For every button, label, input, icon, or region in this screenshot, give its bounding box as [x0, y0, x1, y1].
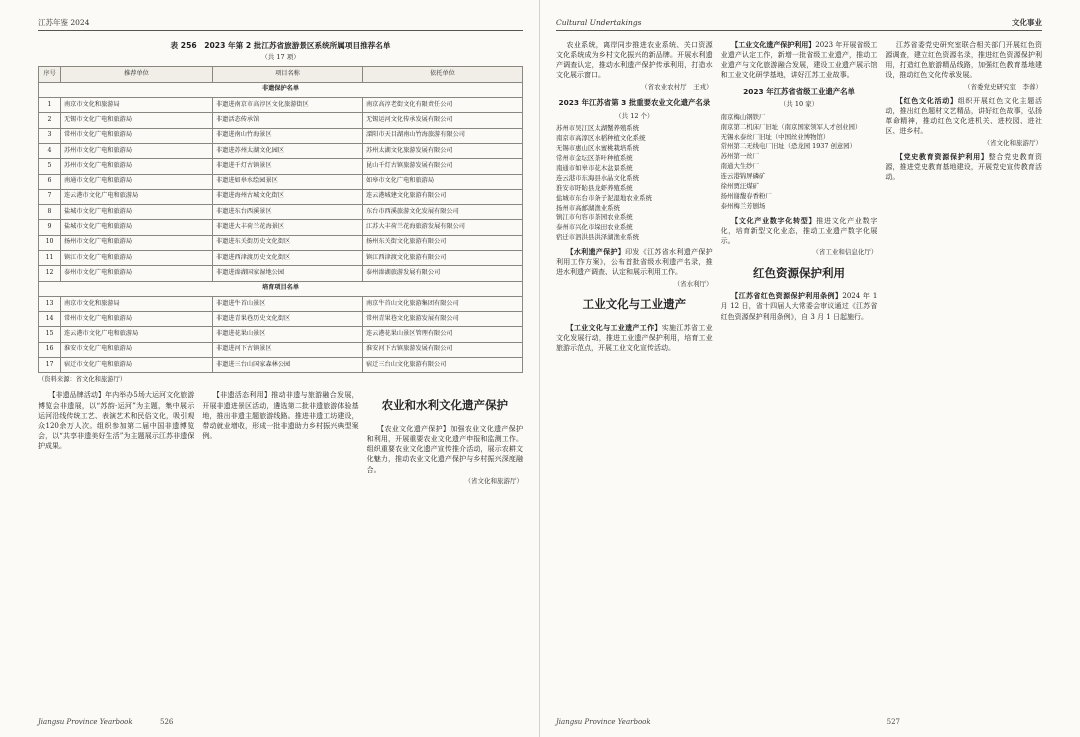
row-project: 非遗活态传承馆 — [213, 113, 363, 128]
list-subtitle: （共 10 家） — [779, 100, 819, 109]
table-row — [39, 327, 523, 342]
source-credit: （省文化和旅游厅） — [464, 476, 523, 485]
table-subtitle: （共 17 项） — [261, 53, 300, 61]
row-number: 5 — [39, 159, 61, 174]
row-unit: 南通市文化广电和旅游局 — [61, 174, 213, 189]
left-col-3 — [367, 390, 523, 490]
list-item: 无锡永泰丝厂旧址（中国丝业博物馆） — [720, 132, 830, 141]
list-item: 南通市如皋市花木盆景系统 — [556, 163, 633, 172]
source-credit: （省农业农村厅 王戎） — [641, 82, 713, 91]
row-project: 非遗进西津渡历史文化街区 — [213, 250, 363, 265]
list-item: 镇江市句容市茶园农业系统 — [556, 213, 633, 222]
row-owner: 无锡运河文化传承发展有限公司 — [363, 113, 523, 128]
list-title: 2023 年江苏省省级工业遗产名单 — [743, 86, 855, 96]
table-note: （资料来源：省文化和旅游厅） — [38, 376, 127, 384]
table-body — [39, 82, 523, 373]
source-credit: （省工业和信息化厅） — [812, 248, 878, 257]
row-number: 12 — [39, 266, 61, 281]
row-number: 1 — [39, 98, 61, 113]
row-owner: 泰州溱湖旅游发展有限公司 — [363, 266, 523, 281]
row-owner: 常州青果巷文化旅游发展有限公司 — [363, 312, 523, 327]
list-item: 常州市金坛区茶叶种植系统 — [556, 153, 633, 162]
paragraph — [885, 96, 1042, 137]
row-unit: 南京市文化和旅游局 — [61, 98, 213, 113]
row-unit: 连云港市文化广电和旅游局 — [61, 189, 213, 204]
industrial-heritage-list — [721, 113, 878, 212]
paragraph: 【农业文化遗产保护】加强农业文化遗产保护和利用，开展重要农业文化遗产申报和监测工作。组织重要农业文化遗产宣传推介活动，展示农耕文化魅力，推动农业文化遗产保护与乡村振兴深度融合。 — [366, 425, 523, 474]
table-row — [39, 174, 523, 189]
row-unit: 常州市文化广电和旅游局 — [61, 312, 213, 327]
row-project: 非遗进花果山景区 — [213, 327, 363, 342]
list-subtitle: （共 12 个） — [615, 111, 654, 120]
list-item: 扬州谢馥春香粉厂 — [720, 192, 772, 201]
list-item: 宿迁市泗洪县洪泽湖渔业系统 — [556, 233, 640, 242]
right-text-columns — [556, 40, 1042, 355]
row-number: 8 — [39, 205, 61, 220]
table-row — [39, 312, 523, 327]
right-col-2 — [721, 40, 878, 355]
row-unit: 连云港市文化广电和旅游局 — [61, 327, 213, 342]
row-project: 非遗进南山竹海景区 — [213, 128, 363, 143]
keyword: 【工业文化遗产保护利用】 — [731, 41, 816, 49]
row-number: 13 — [39, 296, 61, 311]
table-row — [39, 98, 523, 113]
row-unit: 盐城市文化广电和旅游局 — [61, 220, 213, 235]
left-col-2 — [202, 390, 358, 490]
paragraph-text: 2024 年 1 月 12 日，省十四届人大常委会审议通过《江苏省红色资源保护利用条例》，自 3 月 1 日起施行。 — [720, 292, 878, 321]
table-row — [39, 250, 523, 265]
keyword: 【江苏省红色资源保护利用条例】 — [731, 292, 843, 301]
row-unit: 无锡市文化广电和旅游局 — [61, 113, 213, 128]
row-project: 非遗进苏州太湖文化园区 — [213, 143, 363, 158]
project-table — [38, 66, 523, 373]
header-no: 序号 — [39, 67, 61, 82]
paragraph-text: 组织开展红色文化主题活动，推出红色题材文艺精品，讲好红色故事，弘扬革命精神，推动红色文化进机关、进校园、进社区、进乡村。 — [885, 96, 1043, 136]
row-project: 非遗进海州古城文化街区 — [213, 189, 363, 204]
page-number: 527 — [886, 717, 900, 726]
row-project: 非遗进东台西溪景区 — [213, 205, 363, 220]
running-head-rule — [38, 30, 523, 31]
list-item: 徐州贾汪煤矿 — [720, 182, 760, 191]
list-item: 常州第二无线电厂旧址（恐龙园 1937 创意园） — [720, 142, 857, 151]
table-row — [39, 128, 523, 143]
row-project: 非遗进溱湖国家湿地公园 — [213, 266, 363, 281]
row-owner: 苏州太湖文化旅游发展有限公司 — [363, 143, 523, 158]
row-unit: 扬州市文化广电和旅游局 — [61, 235, 213, 250]
list-item: 淮安市盱眙县龙虾养殖系统 — [556, 183, 633, 192]
source-credit: （省水利厅） — [673, 279, 713, 288]
footer-english: Jiangsu Province Yearbook — [556, 717, 651, 726]
table-caption: 表 256 2023 年第 2 批江苏省旅游景区系统所属项目推荐名单 — [170, 41, 391, 50]
keyword: 【党史教育资源保护利用】 — [895, 152, 989, 161]
row-number: 11 — [39, 250, 61, 265]
row-number: 6 — [39, 174, 61, 189]
row-unit: 淮安市文化广电和旅游局 — [61, 342, 213, 357]
row-owner: 连云港城建文化旅游有限公司 — [363, 189, 523, 204]
section-heading: 农业和水利文化遗产保护 — [381, 398, 509, 413]
row-unit: 宿迁市文化广电和旅游局 — [61, 358, 213, 373]
source-credit: （省委党史研究室 李蓉） — [964, 82, 1043, 91]
paragraph-text: 印发《江苏省水利遗产保护利用工作方案》，公布首批省级水利遗产名录，推进水利遗产调查、认定和展示利用工作。 — [556, 248, 713, 277]
row-unit: 盐城市文化广电和旅游局 — [61, 205, 213, 220]
right-col-3 — [885, 40, 1042, 355]
list-item: 南京梅山钢铁厂 — [720, 112, 766, 121]
header-unit: 推荐单位 — [61, 67, 213, 82]
table-row — [39, 189, 523, 204]
row-unit: 镇江市文化广电和旅游局 — [61, 250, 213, 265]
list-item: 泰州市兴化市垛田农业系统 — [556, 223, 633, 232]
row-number: 14 — [39, 312, 61, 327]
keyword: 【水利遗产保护】 — [566, 248, 626, 257]
row-project: 非遗进牛首山景区 — [213, 296, 363, 311]
keyword: 【工业文化与工业遗产工作】 — [566, 323, 662, 332]
list-item: 泰州梅兰芳剧场 — [720, 202, 766, 211]
paragraph: 农业系统，离岸同步推进农业系统、关口资源文化系统成为乡村文化振兴的新品牌。开展水利遗产调查认定，推动水利遗产保护传承利用，打造水文化展示窗口。 — [556, 41, 713, 80]
list-item: 连云港市东海县水晶文化系统 — [556, 173, 640, 182]
paragraph — [721, 216, 878, 246]
row-number: 4 — [39, 143, 61, 158]
table-row — [39, 143, 523, 158]
row-owner: 溧阳市天目湖南山竹海旅游有限公司 — [363, 128, 523, 143]
left-text-columns — [38, 390, 523, 490]
paragraph — [556, 247, 713, 277]
paragraph: 【非遗品牌活动】年内举办5场大运河文化旅游博览会非遗展，以“苏韵·运河”为主题，集中展示运河沿线传统工艺、表演艺术和民俗文化，吸引观众120余万人次。组织参加第二届中国非遗博览会，以“共享非遗美好生活”为主题展示江苏非遗保护成果。 — [38, 391, 195, 451]
paragraph-text: 整合党史教育资源，推进党史教育基地建设，开展党史宣传教育活动。 — [885, 152, 1043, 182]
keyword: 【文化产业数字化转型】 — [731, 216, 817, 225]
table-row — [39, 342, 523, 357]
row-project: 非遗进如皋水绘园景区 — [213, 174, 363, 189]
row-project: 非遗进青果巷历史文化街区 — [213, 312, 363, 327]
row-project: 非遗进三台山国家森林公园 — [213, 358, 363, 373]
paragraph: 【非遗活态利用】推动非遗与旅游融合发展，开展非遗进景区活动，遴选第二批非遗旅游体验基地，推出非遗主题旅游线路。推进非遗工坊建设，带动就业增收，形成一批非遗助力乡村振兴典型案例。 — [202, 391, 359, 441]
list-item: 南京第二机床厂旧址（南京国家领军人才创业园） — [720, 122, 862, 131]
footer-english: Jiangsu Province Yearbook — [38, 717, 133, 726]
row-owner: 昆山千灯古镇旅游发展有限公司 — [363, 159, 523, 174]
row-project: 非遗进大丰荷兰花海景区 — [213, 220, 363, 235]
row-unit: 常州市文化广电和旅游局 — [61, 128, 213, 143]
row-owner: 镇江西津渡文化旅游有限公司 — [363, 250, 523, 265]
row-number: 9 — [39, 220, 61, 235]
paragraph-text: 推进文化产业数字化，培育新型文化业态，推动工业遗产数字化展示。 — [720, 216, 878, 246]
row-project: 非遗进南京市高淳区文化旅游街区 — [213, 98, 363, 113]
row-unit: 苏州市文化广电和旅游局 — [61, 143, 213, 158]
running-head-chinese: 文化事业 — [1012, 18, 1042, 27]
list-item: 南通大生纱厂 — [720, 162, 760, 171]
row-owner: 淮安河下古镇旅游发展有限公司 — [363, 342, 523, 357]
row-owner: 南京高淳老街文化有限责任公司 — [363, 98, 523, 113]
row-number: 2 — [39, 113, 61, 128]
paragraph — [721, 40, 878, 81]
row-number: 16 — [39, 342, 61, 357]
section-heading: 工业文化与工业遗产 — [582, 297, 687, 312]
table-row — [39, 220, 523, 235]
right-col-1 — [556, 40, 713, 355]
row-owner: 东台市西溪旅游文化发展有限公司 — [363, 205, 523, 220]
list-item: 苏州市吴江区太湖蟹养殖系统 — [556, 124, 640, 133]
row-number: 17 — [39, 358, 61, 373]
table-row — [39, 296, 523, 311]
section-title-1: 非遗保护名单 — [39, 82, 523, 97]
row-unit: 苏州市文化广电和旅游局 — [61, 159, 213, 174]
table-row — [39, 266, 523, 281]
row-owner: 扬州东关街文化旅游有限公司 — [363, 235, 523, 250]
left-col-1 — [38, 390, 194, 490]
section-heading: 红色资源保护利用 — [753, 265, 845, 280]
header-owner: 依托单位 — [363, 67, 523, 82]
running-head-left: 江苏年鉴 2024 — [38, 18, 90, 27]
paragraph — [721, 291, 878, 321]
table-row — [39, 235, 523, 250]
table-row — [39, 205, 523, 220]
paragraph: 江苏省委党史研究室联合相关部门开展红色资源调查，建立红色资源名录，推进红色资源保护利用，打造红色旅游精品线路，加强红色教育基地建设，推动红色文化传承发展。 — [885, 41, 1043, 80]
table-header-row — [39, 67, 523, 82]
row-owner: 如皋市文化广电和旅游局 — [363, 174, 523, 189]
right-page — [540, 0, 1080, 737]
list-item: 南京市高淳区水稻种植文化系统 — [556, 134, 646, 143]
heritage-list — [556, 124, 713, 243]
source-credit: （省文化和旅游厅） — [983, 138, 1043, 147]
header-project: 项目名称 — [213, 67, 363, 82]
row-number: 10 — [39, 235, 61, 250]
running-head-english: Cultural Undertakings — [556, 18, 642, 27]
row-number: 15 — [39, 327, 61, 342]
running-head-rule — [556, 30, 1042, 31]
table-row — [39, 358, 523, 373]
paragraph — [885, 152, 1042, 182]
list-item: 连云港锦屏磷矿 — [720, 172, 766, 181]
row-owner: 南京牛首山文化旅游集团有限公司 — [363, 296, 523, 311]
row-number: 7 — [39, 189, 61, 204]
page-number: 526 — [160, 717, 174, 726]
row-unit: 南京市文化和旅游局 — [61, 296, 213, 311]
list-item: 扬州市高邮湖渔业系统 — [556, 203, 620, 212]
row-owner: 连云港花果山景区管理有限公司 — [363, 327, 523, 342]
row-number: 3 — [39, 128, 61, 143]
paragraph-text: 2023 年开展省级工业遗产认定工作，新增一批省级工业遗产，推动工业遗产与文化旅游融合发展，建设工业遗产展示馆和工业文化研学基地，讲好江苏工业故事。 — [720, 41, 878, 80]
list-item: 苏州第一丝厂 — [720, 152, 760, 161]
list-title: 2023 年江苏省第 3 批重要农业文化遗产名录 — [558, 97, 711, 107]
row-project: 非遗进东关街历史文化街区 — [213, 235, 363, 250]
list-item: 无锡市惠山区水蜜桃栽培系统 — [556, 143, 640, 152]
table-row — [39, 113, 523, 128]
keyword: 【红色文化活动】 — [895, 96, 958, 105]
section-row — [39, 82, 523, 97]
section-row — [39, 281, 523, 296]
row-unit: 泰州市文化广电和旅游局 — [61, 266, 213, 281]
row-project: 非遗进河下古镇景区 — [213, 342, 363, 357]
row-owner: 江苏大丰荷兰花海旅游发展有限公司 — [363, 220, 523, 235]
paragraph-text: 实施江苏省工业文化发展行动，推进工业遗产保护利用，培育工业旅游示范点，开展工业文化宣传活动。 — [556, 323, 713, 352]
table-row — [39, 159, 523, 174]
section-title-2: 培育项目名单 — [39, 281, 523, 296]
row-owner: 宿迁三台山文化旅游有限公司 — [363, 358, 523, 373]
row-project: 非遗进千灯古镇景区 — [213, 159, 363, 174]
paragraph — [556, 323, 713, 353]
list-item: 盐城市东台市条子泥湿地农业系统 — [556, 193, 652, 202]
